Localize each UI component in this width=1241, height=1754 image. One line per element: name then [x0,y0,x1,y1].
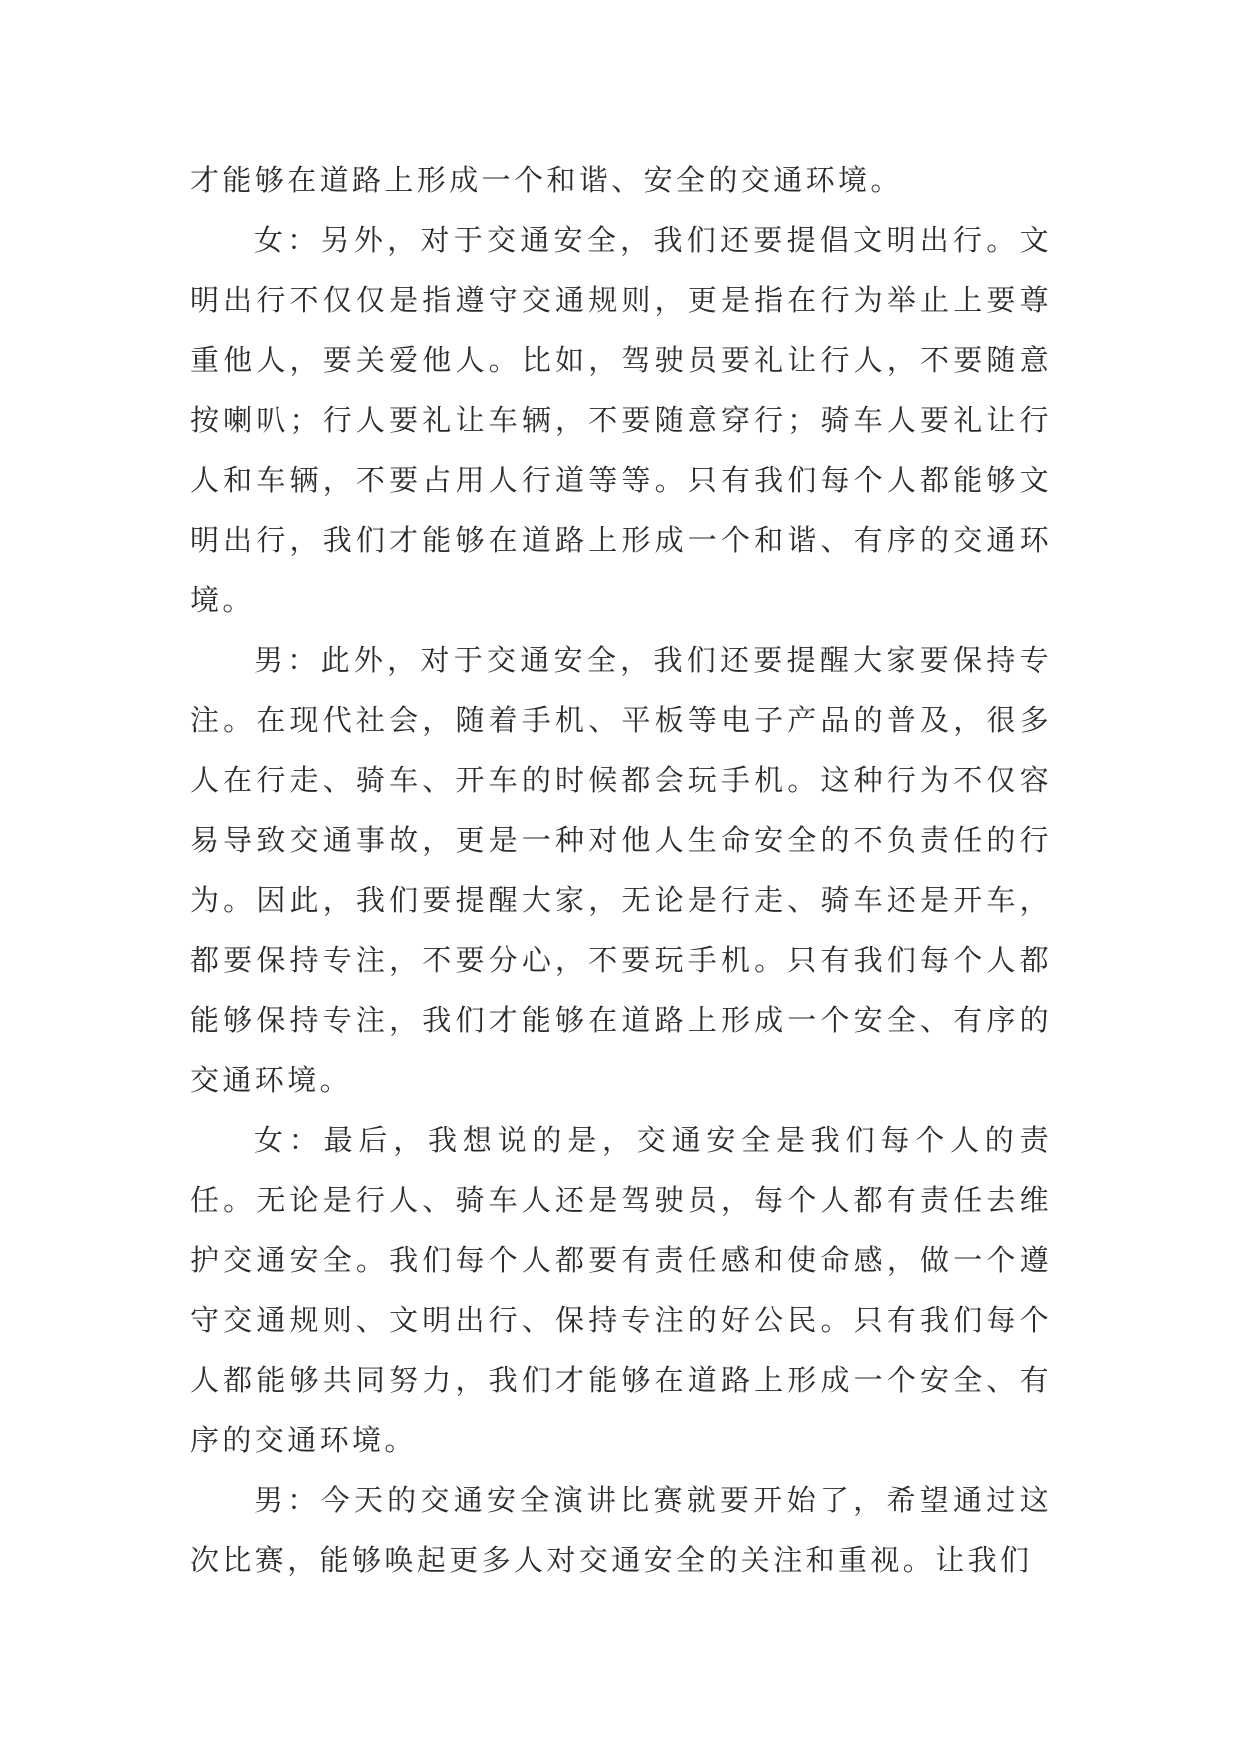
paragraph-continuation: 才能够在道路上形成一个和谐、安全的交通环境。 [190,163,903,197]
paragraph-female-civilized-travel: 女：另外，对于交通安全，我们还要提倡文明出行。文明出行不仅仅是指遵守交通规则，更是指在行为举止上要尊重他人，要关爱他人。比如，驾驶员要礼让行人，不要随意按喇叭；行人要礼让车辆，不要随意穿行；骑车人要礼让行人和车辆，不要占用人行道等等。只有我们每个人都能够文明出行，我们才能够在道路上形成一个和谐、有序的交通环境。 [190,223,1052,617]
paragraph-male-stay-focused: 男：此外，对于交通安全，我们还要提醒大家要保持专注。在现代社会，随着手机、平板等电子产品的普及，很多人在行走、骑车、开车的时候都会玩手机。这种行为不仅容易导致交通事故，更是一种对他人生命安全的不负责任的行为。因此，我们要提醒大家，无论是行走、骑车还是开车，都要保持专注，不要分心，不要玩手机。只有我们每个人都能够保持专注，我们才能够在道路上形成一个安全、有序的交通环境。 [190,643,1052,1097]
paragraph-female-responsibility: 女：最后，我想说的是，交通安全是我们每个人的责任。无论是行人、骑车人还是驾驶员，每个人都有责任去维护交通安全。我们每个人都要有责任感和使命感，做一个遵守交通规则、文明出行、保持专注的好公民。只有我们每个人都能够共同努力，我们才能够在道路上形成一个安全、有序的交通环境。 [190,1123,1052,1457]
paragraph-male-competition-start: 男：今天的交通安全演讲比赛就要开始了，希望通过这次比赛，能够唤起更多人对交通安全的关注和重视。让我们 [190,1483,1052,1577]
document-body [190,150,1052,1590]
